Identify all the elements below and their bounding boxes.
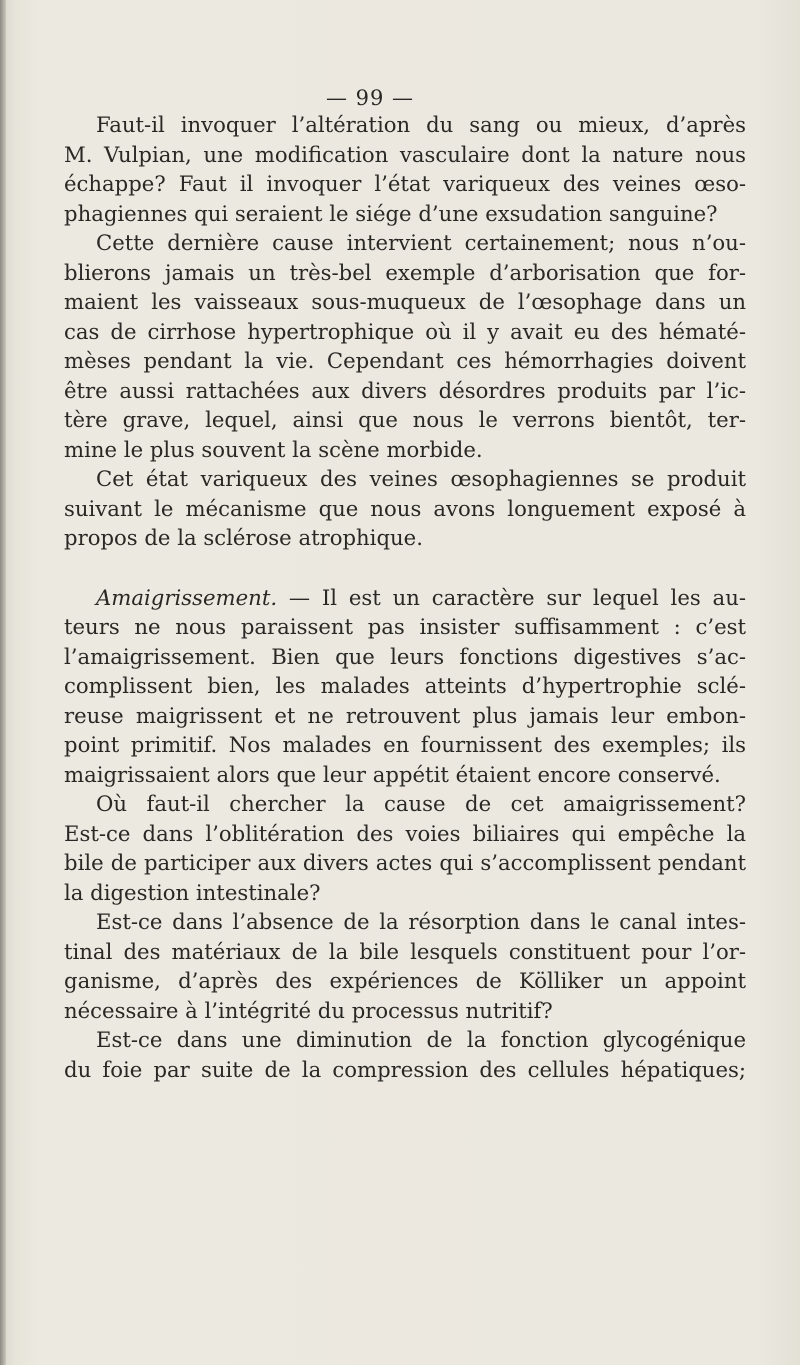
text-line: bile de participer aux divers actes qui s’accomplissent pendant (64, 850, 746, 875)
text-line: nécessaire à l’intégrité du processus nutritif? (64, 997, 553, 1023)
paragraph (64, 228, 746, 464)
text-line: Cette dernière cause intervient certainement; nous n’ou- (96, 230, 746, 255)
paragraph (64, 583, 746, 790)
page-spine-shadow (0, 0, 6, 1365)
text-line: la digestion intestinale? (64, 879, 321, 905)
text-line: Est-ce dans une diminution de la fonction glycogénique (96, 1027, 746, 1052)
text-line: cas de cirrhose hypertrophique où il y avait eu des hématé- (64, 318, 746, 344)
text-line: mèses pendant la vie. Cependant ces hémorrhagies doivent (64, 348, 746, 373)
text-line: Faut-il invoquer l’altération du sang ou mieux, d’après (96, 112, 746, 137)
paragraph (64, 789, 746, 907)
text-line: échappe? Faut il invoquer l’état variqueux des veines œso- (64, 171, 746, 196)
text-line: tère grave, lequel, ainsi que nous le verrons bientôt, ter- (64, 407, 746, 432)
paragraph (64, 464, 746, 553)
text-line: Cet état variqueux des veines œsophagiennes se produit (96, 466, 746, 491)
paragraph (64, 110, 746, 228)
text-line: phagiennes qui seraient le siége d’une exsudation sanguine? (64, 200, 718, 226)
text-line: maigrissaient alors que leur appétit étaient encore conservé. (64, 761, 721, 787)
text-line: maient les vaisseaux sous-muqueux de l’œsophage dans un (64, 289, 746, 314)
text-line: ganisme, d’après des expériences de Kölliker un appoint (64, 968, 746, 993)
text-line: Est-ce dans l’absence de la résorption dans le canal intes- (96, 909, 746, 934)
text-line: propos de la sclérose atrophique. (64, 525, 423, 550)
page-number: — 99 — (325, 86, 415, 110)
text-line: blierons jamais un très-bel exemple d’arborisation que for- (64, 259, 746, 285)
text-line: du foie par suite de la compression des cellules hépatiques; (64, 1056, 746, 1082)
text-fragment: — Il est un caractère sur lequel les au- (277, 584, 746, 610)
paragraph (64, 1025, 746, 1084)
section-heading: Amaigrissement. (96, 584, 278, 610)
paragraph (64, 907, 746, 1025)
text-line: l’amaigrissement. Bien que leurs fonctions digestives s’ac- (64, 643, 746, 669)
body-text (64, 110, 746, 1084)
text-line: point primitif. Nos malades en fournissent des exemples; ils (64, 732, 746, 757)
text-line: mine le plus souvent la scène morbide. (64, 436, 483, 462)
text-line: être aussi rattachées aux divers désordres produits par l’ic- (64, 377, 746, 403)
text-line: M. Vulpian, une modification vasculaire dont la nature nous (64, 141, 746, 167)
text-line: teurs ne nous paraissent pas insister suffisamment : c’est (64, 614, 746, 639)
text-line: suivant le mécanisme que nous avons longuement exposé à (64, 495, 746, 521)
text-line: tinal des matériaux de la bile lesquels constituent pour l’or- (64, 938, 746, 964)
paragraph-gap (64, 553, 746, 583)
text-line: Où faut-il chercher la cause de cet amaigrissement? (96, 791, 746, 816)
text-line: complissent bien, les malades atteints d’hypertrophie sclé- (64, 673, 746, 698)
text-line (64, 583, 746, 613)
text-line: Est-ce dans l’oblitération des voies biliaires qui empêche la (64, 820, 746, 846)
text-line: reuse maigrissent et ne retrouvent plus jamais leur embon- (64, 702, 746, 728)
